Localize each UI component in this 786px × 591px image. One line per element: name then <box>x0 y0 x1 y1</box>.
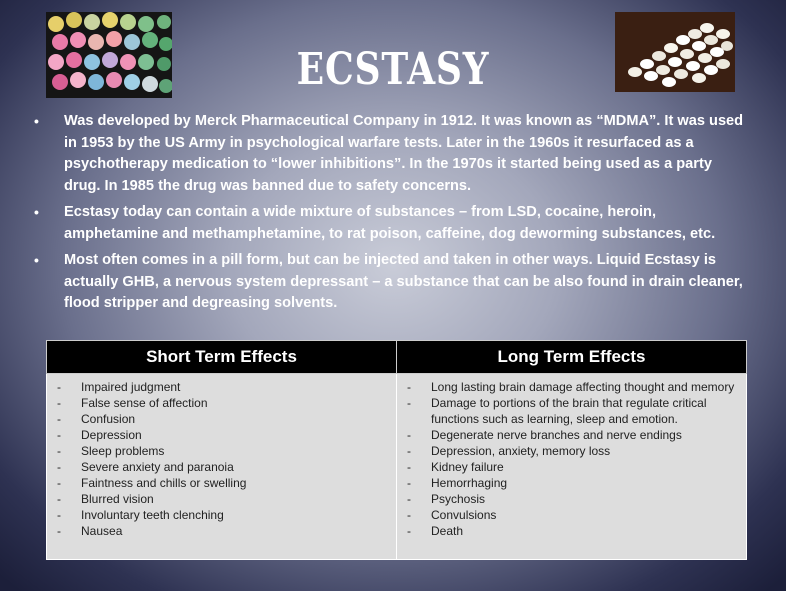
table-header-row <box>47 341 747 374</box>
effect-text: Degenerate nerve branches and nerve endings <box>431 428 682 442</box>
effect-text: False sense of affection <box>81 396 208 410</box>
long-term-header: Long Term Effects <box>397 341 747 374</box>
bullet-item <box>34 111 744 197</box>
list-item: - Damage to portions of the brain that regulate critical functions such as learning, sleep and emotion. <box>407 396 707 426</box>
bullet-item <box>34 202 744 245</box>
list-item: - Death <box>407 524 464 538</box>
list-item: - Sleep problems <box>57 444 165 458</box>
effect-text: Depression <box>81 428 142 442</box>
effect-text: Depression, anxiety, memory loss <box>431 444 611 458</box>
long-term-list <box>403 379 740 539</box>
bullet-text: Ecstasy today can contain a wide mixture of substances – from LSD, cocaine, heroin, amphetamine and methamphetamine, to rat poison, caffeine, dog deworming substances, etc. <box>64 204 716 242</box>
effect-text: Sleep problems <box>81 444 165 458</box>
bullet-list <box>34 111 744 320</box>
list-item: - Blurred vision <box>57 492 154 506</box>
effect-text: Kidney failure <box>431 460 504 474</box>
effect-text: Nausea <box>81 524 123 538</box>
effect-text: Damage to portions of the brain that regulate critical functions such as learning, sleep and emotion. <box>431 396 707 426</box>
bullet-icon: • <box>34 113 39 129</box>
effect-text: Convulsions <box>431 508 497 522</box>
effect-text: Psychosis <box>431 492 486 506</box>
effect-text: Long lasting brain damage affecting thought and memory <box>431 380 735 394</box>
bullet-text: Was developed by Merck Pharmaceutical Company in 1912. It was known as “MDMA”. It was used in 1953 by the US Army in psychological warfare tests. Later in the 1960s it resurfaced as a psychotherapy medication to “lower inhibitions”. In the 1970s it started being used as a party drug. In 1985 the drug was banned due to safety concerns. <box>64 113 744 194</box>
list-item: - Depression <box>57 428 142 442</box>
long-term-cell <box>397 374 747 560</box>
list-item: - Nausea <box>57 524 123 538</box>
bullet-text: Most often comes in a pill form, but can be injected and taken in other ways. Liquid Ecstasy is actually GHB, a nervous system depressant – a substance that can be also found in drain cleaner, flood stripper and degreasing solvents. <box>64 252 743 311</box>
effect-text: Hemorrhaging <box>431 476 508 490</box>
list-item: - Depression, anxiety, memory loss <box>407 444 611 458</box>
list-item: - Severe anxiety and paranoia <box>57 460 234 474</box>
effect-text: Blurred vision <box>81 492 154 506</box>
bullet-icon: • <box>34 252 39 268</box>
list-item: - Long lasting brain damage affecting thought and memory <box>407 380 735 394</box>
effect-text: Death <box>431 524 464 538</box>
list-item: - Kidney failure <box>407 460 504 474</box>
effects-table <box>46 340 747 560</box>
list-item: - False sense of affection <box>57 396 208 410</box>
list-item: - Degenerate nerve branches and nerve endings <box>407 428 682 442</box>
effect-text: Impaired judgment <box>81 380 181 394</box>
list-item: - Faintness and chills or swelling <box>57 476 247 490</box>
effect-text: Faintness and chills or swelling <box>81 476 247 490</box>
list-item: - Hemorrhaging <box>407 476 508 490</box>
list-item: - Impaired judgment <box>57 380 181 394</box>
bullet-icon: • <box>34 204 39 220</box>
effect-text: Involuntary teeth clenching <box>81 508 224 522</box>
effect-text: Confusion <box>81 412 136 426</box>
list-item: - Involuntary teeth clenching <box>57 508 224 522</box>
slide-title: ECSTASY <box>296 44 490 95</box>
short-term-header: Short Term Effects <box>47 341 397 374</box>
bullet-item <box>34 250 744 315</box>
short-term-cell <box>47 374 397 560</box>
effect-text: Severe anxiety and paranoia <box>81 460 234 474</box>
table-row <box>47 374 747 560</box>
list-item: - Psychosis <box>407 492 486 506</box>
list-item: - Confusion <box>57 412 136 426</box>
short-term-list <box>53 379 390 539</box>
list-item: - Convulsions <box>407 508 497 522</box>
